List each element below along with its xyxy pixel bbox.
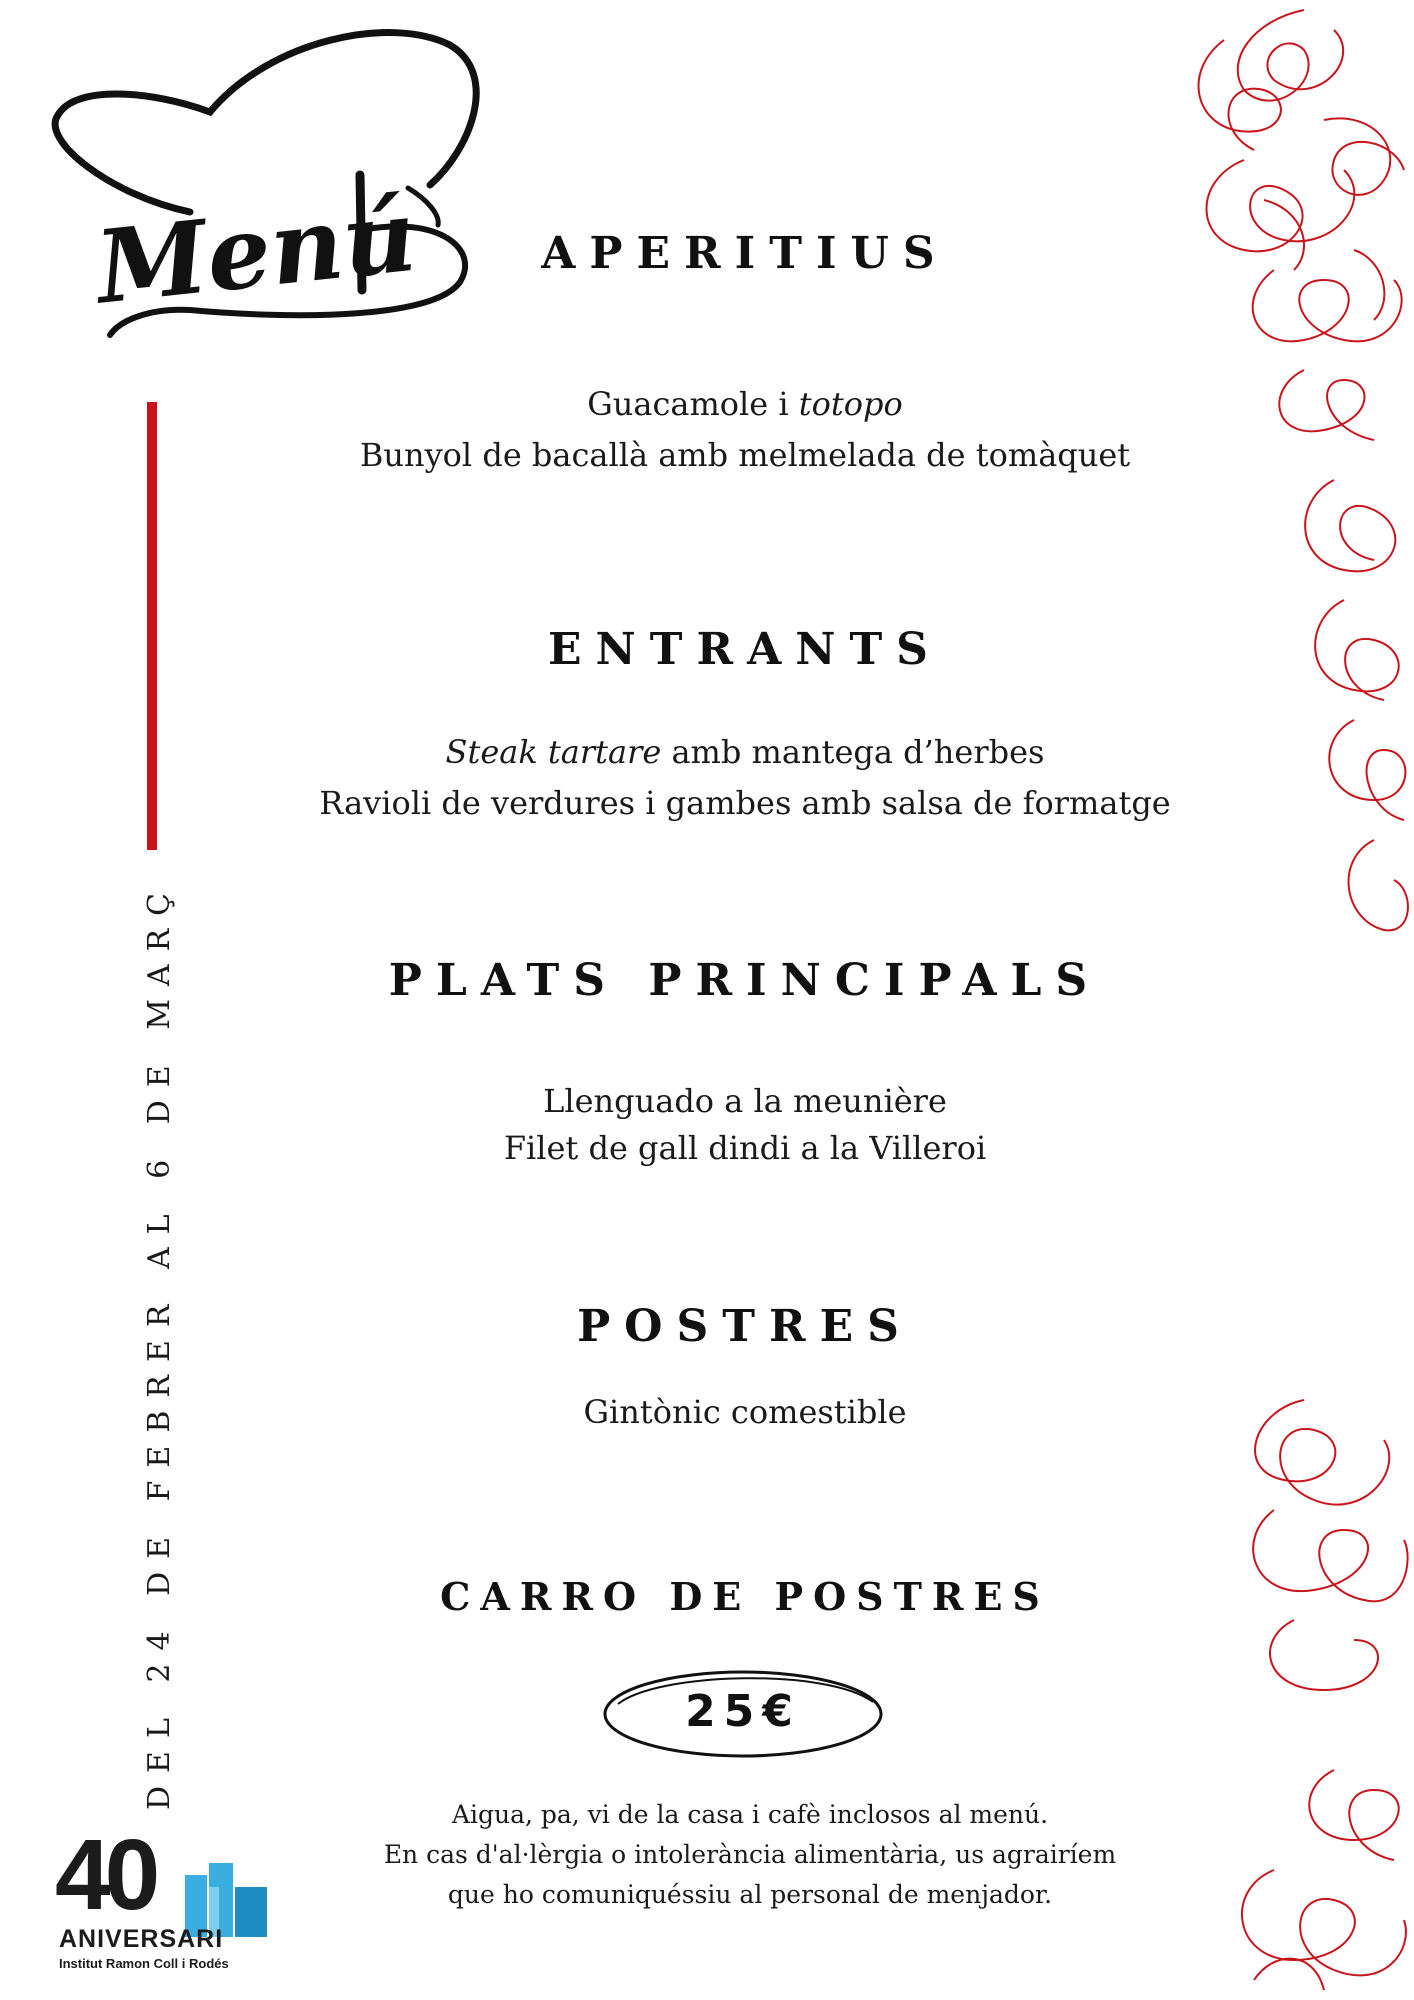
- section-title-entrants: ENTRANTS: [548, 624, 942, 675]
- section-title-plats-principals: PLATS PRINCIPALS: [388, 955, 1102, 1006]
- decorative-squiggle-bottom: [1214, 1390, 1414, 2000]
- list-item: Gintònic comestible: [583, 1393, 907, 1431]
- menu-logo: [40, 20, 490, 350]
- note-line: En cas d'al·lèrgia o intolerància alimentària, us agrairíem: [383, 1840, 1117, 1869]
- item-text: amb mantega d’herbes: [661, 733, 1045, 771]
- logo-word: Menú: [90, 175, 422, 327]
- building-blocks-icon: [167, 1847, 307, 1937]
- accent-bar: [147, 402, 157, 850]
- list-item: [220, 727, 1270, 778]
- aperitius-list: [220, 379, 1270, 481]
- item-text: Guacamole i: [587, 385, 799, 423]
- plats-list: [220, 1078, 1270, 1172]
- section-title-aperitius: APERITIUS: [541, 228, 949, 279]
- decorative-squiggle-top: [1074, 0, 1414, 1000]
- note-line: que ho comuniquéssiu al personal de menjador.: [447, 1880, 1053, 1909]
- entrants-list: [220, 727, 1270, 829]
- section-title-postres: POSTRES: [577, 1301, 913, 1352]
- price: 25€: [685, 1686, 801, 1737]
- note-line: Aigua, pa, vi de la casa i cafè inclosos al menú.: [451, 1800, 1049, 1829]
- postres-list: [220, 1387, 1270, 1438]
- item-text-italic: totopo: [798, 385, 903, 423]
- anniversary-number: 40: [55, 1819, 155, 1931]
- anniversary-logo: [55, 1819, 275, 1975]
- section-title-carro-de-postres: CARRO DE POSTRES: [440, 1574, 1050, 1619]
- institution-name: Institut Ramon Coll i Rodés: [59, 1956, 229, 1971]
- date-range: DEL 24 DE FEBRER AL 6 DE MARÇ: [142, 879, 177, 1810]
- list-item: [220, 379, 1270, 430]
- item-text-italic: Steak tartare: [445, 733, 662, 771]
- list-item: Bunyol de bacallà amb melmelada de tomàquet: [359, 436, 1131, 474]
- menu-notes: [260, 1795, 1240, 1915]
- anniversary-label: ANIVERSARI: [59, 1925, 224, 1953]
- list-item: Filet de gall dindi a la Villeroi: [503, 1129, 987, 1167]
- list-item: Llenguado a la meunière: [543, 1082, 947, 1120]
- price-badge: [598, 1662, 888, 1762]
- list-item: Ravioli de verdures i gambes amb salsa de formatge: [319, 784, 1171, 822]
